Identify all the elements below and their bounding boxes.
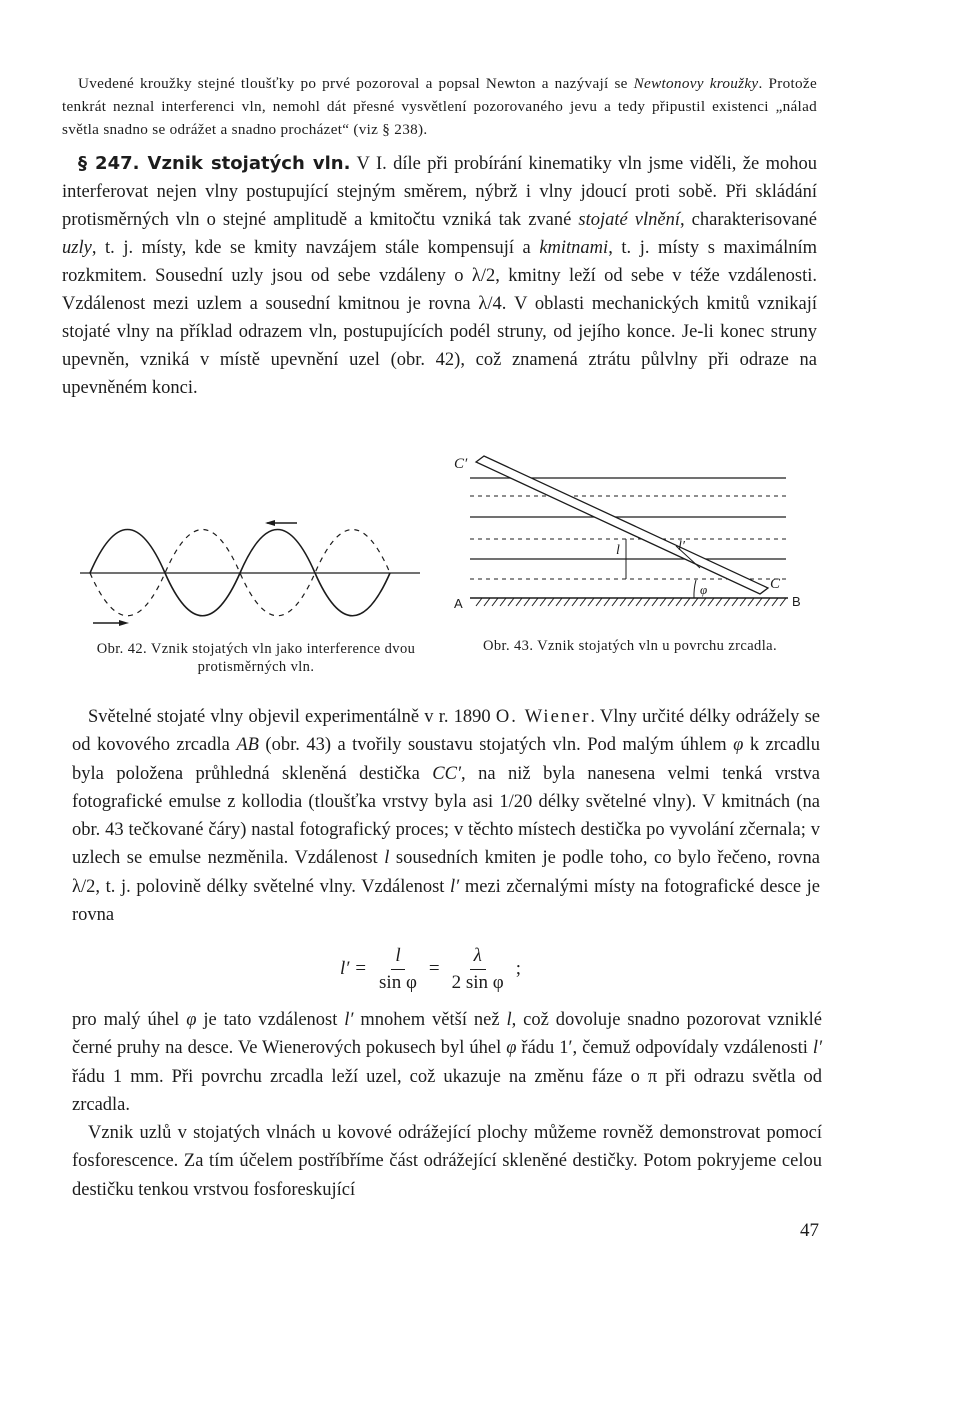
italic-symbol: l′: [812, 1038, 823, 1059]
section-heading: § 247. Vznik stojatých vln.: [78, 153, 351, 174]
wiener-paragraph: [72, 703, 820, 929]
phi-arc: [694, 580, 696, 598]
italic-symbol: l: [384, 848, 390, 869]
text-run: , charakterisované: [680, 210, 817, 230]
fraction: [448, 945, 508, 994]
label-l: l: [616, 543, 620, 558]
italic-symbol: CC′: [432, 763, 461, 784]
label-a: A: [454, 596, 463, 611]
label-b: B: [792, 594, 801, 609]
text-run: řádu 1′, čemuž odpovídaly vzdálenosti: [516, 1038, 813, 1059]
text-run: , t. j. místy s maximálním rozkmitem. Sousední uzly jsou od sebe vzdáleny o λ/2, kmitny leží od sebe v téže vzdálenosti. Vzdálenost mezi uzlem a sousední kmitnou je rovna λ/4. V oblasti mechanických kmitů vznikají stojaté vlny na příklad odrazem vln, postupujících podél struny, od jejího konce. Je-li konec struny upevněn, vzniká v místě upevnění uzel (obr. 42), což znamená ztrátu půlvlny při odraze na upevněném konci.: [62, 238, 817, 398]
text-run: mnohem větší než: [353, 1010, 507, 1030]
text-run: pro malý úhel: [72, 1010, 187, 1030]
numerator: l: [391, 945, 404, 970]
label-l-prime: l′: [678, 539, 685, 554]
equation-lhs: l′ =: [340, 958, 368, 979]
figure-42-caption: Obr. 42. Vznik stojatých vln jako interference dvou protisměrných vln.: [96, 641, 416, 675]
figure-42-standing-wave: [75, 495, 430, 635]
equals-sign: =: [428, 958, 440, 979]
text-run: mezi zčernalými místy na fotografické desce je rovna: [72, 876, 820, 926]
text-run: (obr. 43) a tvořily soustavu stojatých vln. Pod malým úhlem: [258, 735, 734, 756]
label-c-prime: C′: [454, 456, 468, 472]
text-run: sousedních kmiten je podle toho, co bylo řečeno, rovna λ/2, t. j. polovině délky světelné vlny. Vzdálenost: [72, 848, 820, 897]
italic-symbol: l′: [450, 876, 460, 897]
text-run: k zrcadlu byla položena průhledná skleněná destička: [72, 735, 820, 784]
numerator: λ: [470, 945, 486, 970]
italic-symbol: AB: [236, 735, 259, 756]
denominator: sin φ: [379, 971, 417, 993]
italic-symbol: l: [506, 1010, 512, 1030]
text-run: . Vlny určité délky odrážely se od kovového zrcadla: [72, 707, 820, 756]
text-run: , t. j. místy, kde se kmity navzájem stále kompensují a: [91, 238, 540, 258]
italic-term: stojaté vlnění: [578, 210, 680, 230]
text-run: Světelné stojaté vlny objevil experimentálně v r. 1890: [88, 707, 496, 727]
label-c: C: [770, 576, 781, 592]
semicolon: ;: [515, 958, 522, 979]
fosforescence-paragraph: Vznik uzlů v stojatých vlnách u kovové odrážející plochy můžeme rovněž demonstrovat pomocí fosforescence. Za tím účelem postříbříme část odrážející skleněné destičky. Potom pokryjeme celou destičku tenkou vrstvou fosforeskující: [72, 1123, 822, 1200]
italic-term: kmitnami: [539, 238, 609, 258]
section-247-paragraph: [62, 150, 817, 402]
text-run: . Protože tenkrát neznal interferenci vln, nemohl dát přesné vysvětlení pozorovaného jevu a tedy připustil existenci „nálad světla snadno se odrážet a snadno procházet“ (viz § 238).: [62, 75, 817, 138]
text-run: , což dovoluje snadno pozorovat vzniklé černé pruhy na desce. Ve Wienerových pokusech byl úhel: [72, 1010, 822, 1059]
continuation-paragraphs: [72, 1006, 822, 1204]
italic-symbol: l′: [344, 1010, 354, 1030]
fraction: [375, 945, 421, 994]
denominator: 2 sin φ: [451, 971, 504, 993]
text-run: , na niž byla nanesena velmi tenká vrstva fotografické emulse z kollodia (tloušťka vrstvy byla asi 1/20 délky světelné vlny). V kmitnách (na obr. 43 tečkované čáry) nastal fotografický proces; v těchto místech destička po vyvolání zčernala; v uzlech se emulse nezměnila. Vzdálenost: [72, 763, 820, 869]
author-name: O. Wiener: [495, 707, 591, 727]
italic-symbol: φ: [186, 1010, 197, 1030]
italic-term: uzly: [62, 238, 92, 258]
italic-term: Newtonovy kroužky: [633, 75, 759, 92]
footnote-paragraph: [62, 72, 817, 141]
text-run: Uvedené kroužky stejné tloušťky po prvé pozoroval a popsal Newton a nazývají se: [78, 75, 634, 92]
glass-plate: [476, 456, 768, 594]
figure-43-caption: Obr. 43. Vznik stojatých vln u povrchu zrcadla.: [483, 638, 777, 654]
text-run: V I. díle při probírání kinematiky vln jsme viděli, že mohou interferovat nejen vlny postupující stejným směrem, nýbrž i vlny jdoucí proti sobě. Při skládání protisměrných vln o stejné amplitudě a kmitočtu vzniká tak zvané: [62, 154, 817, 230]
label-phi: φ: [700, 582, 708, 597]
equation: [340, 943, 521, 995]
page-number: 47: [800, 1220, 819, 1241]
arrow-left-icon: [265, 520, 297, 526]
italic-symbol: φ: [733, 735, 744, 756]
text-run: řádu 1 mm. Při povrchu zrcadla leží uzel, což ukazuje na změnu fáze o π při odrazu světla od zrcadla.: [72, 1066, 822, 1115]
text-run: je tato vzdálenost: [196, 1010, 345, 1030]
figure-43-mirror-diagram: [448, 448, 808, 613]
italic-symbol: φ: [506, 1038, 517, 1059]
arrow-right-icon: [93, 620, 129, 626]
mirror-hatching: [476, 598, 786, 606]
